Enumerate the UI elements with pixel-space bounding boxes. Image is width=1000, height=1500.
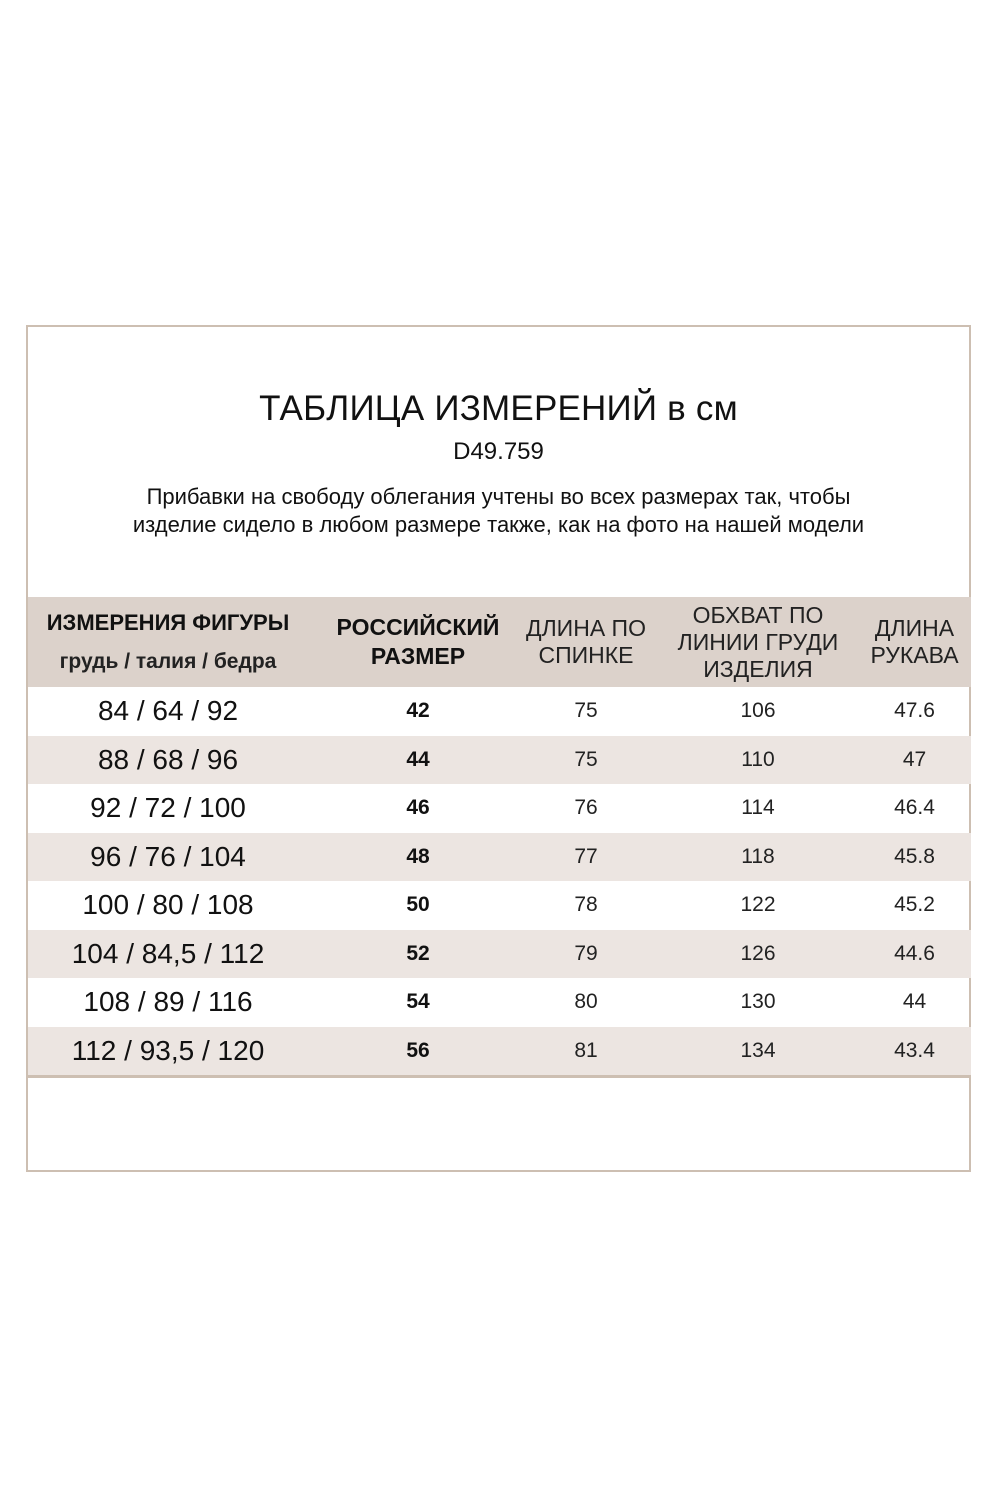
header-size (328, 597, 508, 687)
size-cell: 42 (406, 699, 430, 723)
size-cell: 56 (406, 1038, 430, 1062)
chest-girth-cell: 114 (741, 796, 775, 820)
size-cell: 46 (406, 796, 430, 820)
chest-girth-cell: 122 (740, 893, 776, 917)
page-title: ТАБЛИЦА ИЗМЕРЕНИЙ в см (259, 389, 738, 428)
header-chest-girth-label: ОБХВАТ ПО ЛИНИИ ГРУДИ ИЗДЕЛИЯ (677, 601, 839, 682)
figure-cell: 108 / 89 / 116 (83, 986, 253, 1018)
figure-cell: 84 / 64 / 92 (97, 695, 239, 727)
fit-note (28, 483, 969, 539)
back-length-cell: 81 (574, 1038, 598, 1062)
chest-girth-cell: 126 (740, 941, 776, 965)
back-length-cell: 75 (574, 747, 598, 771)
figure-cell: 88 / 68 / 96 (97, 743, 239, 775)
size-cell: 44 (406, 747, 430, 771)
table-row (28, 1027, 971, 1076)
back-length-cell: 78 (574, 893, 598, 917)
chest-girth-cell: 134 (740, 1038, 776, 1062)
table-row (28, 930, 971, 979)
sleeve-length-cell: 43.4 (894, 1038, 935, 1062)
back-length-cell: 77 (574, 844, 598, 868)
size-cell: 54 (406, 990, 430, 1014)
header-size-label: РОССИЙСКИЙ РАЗМЕР (336, 614, 500, 669)
table-row (28, 978, 971, 1027)
size-cell: 48 (406, 844, 430, 868)
fit-note-line-1: Прибавки на свободу облегания учтены во всех размерах так, чтобы (146, 484, 851, 509)
article-code: D49.759 (453, 438, 544, 465)
sleeve-length-cell: 45.8 (894, 844, 935, 868)
table-row (28, 736, 971, 785)
table-bottom-rule (28, 1075, 971, 1078)
table-header (28, 597, 971, 687)
table-row (28, 687, 971, 736)
header-sleeve-length (858, 597, 971, 687)
header-figure (28, 597, 308, 687)
sleeve-length-cell: 44.6 (894, 941, 935, 965)
figure-cell: 92 / 72 / 100 (90, 792, 246, 824)
chest-girth-cell: 130 (740, 990, 776, 1014)
header-figure-sublabel: грудь / талия / бедра (59, 650, 277, 673)
sleeve-length-cell: 44 (902, 990, 927, 1014)
figure-cell: 96 / 76 / 104 (90, 840, 246, 872)
figure-cell: 100 / 80 / 108 (82, 889, 254, 921)
header-sleeve-length-label: ДЛИНА РУКАВА (870, 615, 959, 668)
back-length-cell: 80 (574, 990, 598, 1014)
sleeve-length-cell: 45.2 (894, 893, 935, 917)
sleeve-length-cell: 46.4 (894, 796, 935, 820)
table-row (28, 833, 971, 882)
size-cell: 50 (406, 893, 430, 917)
sleeve-length-cell: 47 (902, 747, 927, 771)
table-body (28, 687, 971, 1075)
table-row (28, 784, 971, 833)
sleeve-length-cell: 47.6 (894, 699, 935, 723)
chest-girth-cell: 110 (741, 747, 775, 771)
size-cell: 52 (406, 941, 430, 965)
header-figure-label: ИЗМЕРЕНИЯ ФИГУРЫ (46, 610, 290, 635)
fit-note-line-2: изделие сидело в любом размере также, как на фото на нашей модели (132, 512, 865, 537)
back-length-cell: 75 (574, 699, 598, 723)
back-length-cell: 79 (574, 941, 598, 965)
header-chest-girth (658, 597, 858, 687)
back-length-cell: 76 (574, 796, 598, 820)
chest-girth-cell: 106 (740, 699, 776, 723)
table-row (28, 881, 971, 930)
chest-girth-cell: 118 (741, 844, 775, 868)
header-back-length (506, 597, 666, 687)
figure-cell: 104 / 84,5 / 112 (71, 937, 265, 969)
measurement-card (26, 325, 971, 1172)
header-back-length-label: ДЛИНА ПО СПИНКЕ (526, 615, 646, 668)
figure-cell: 112 / 93,5 / 120 (71, 1034, 265, 1066)
